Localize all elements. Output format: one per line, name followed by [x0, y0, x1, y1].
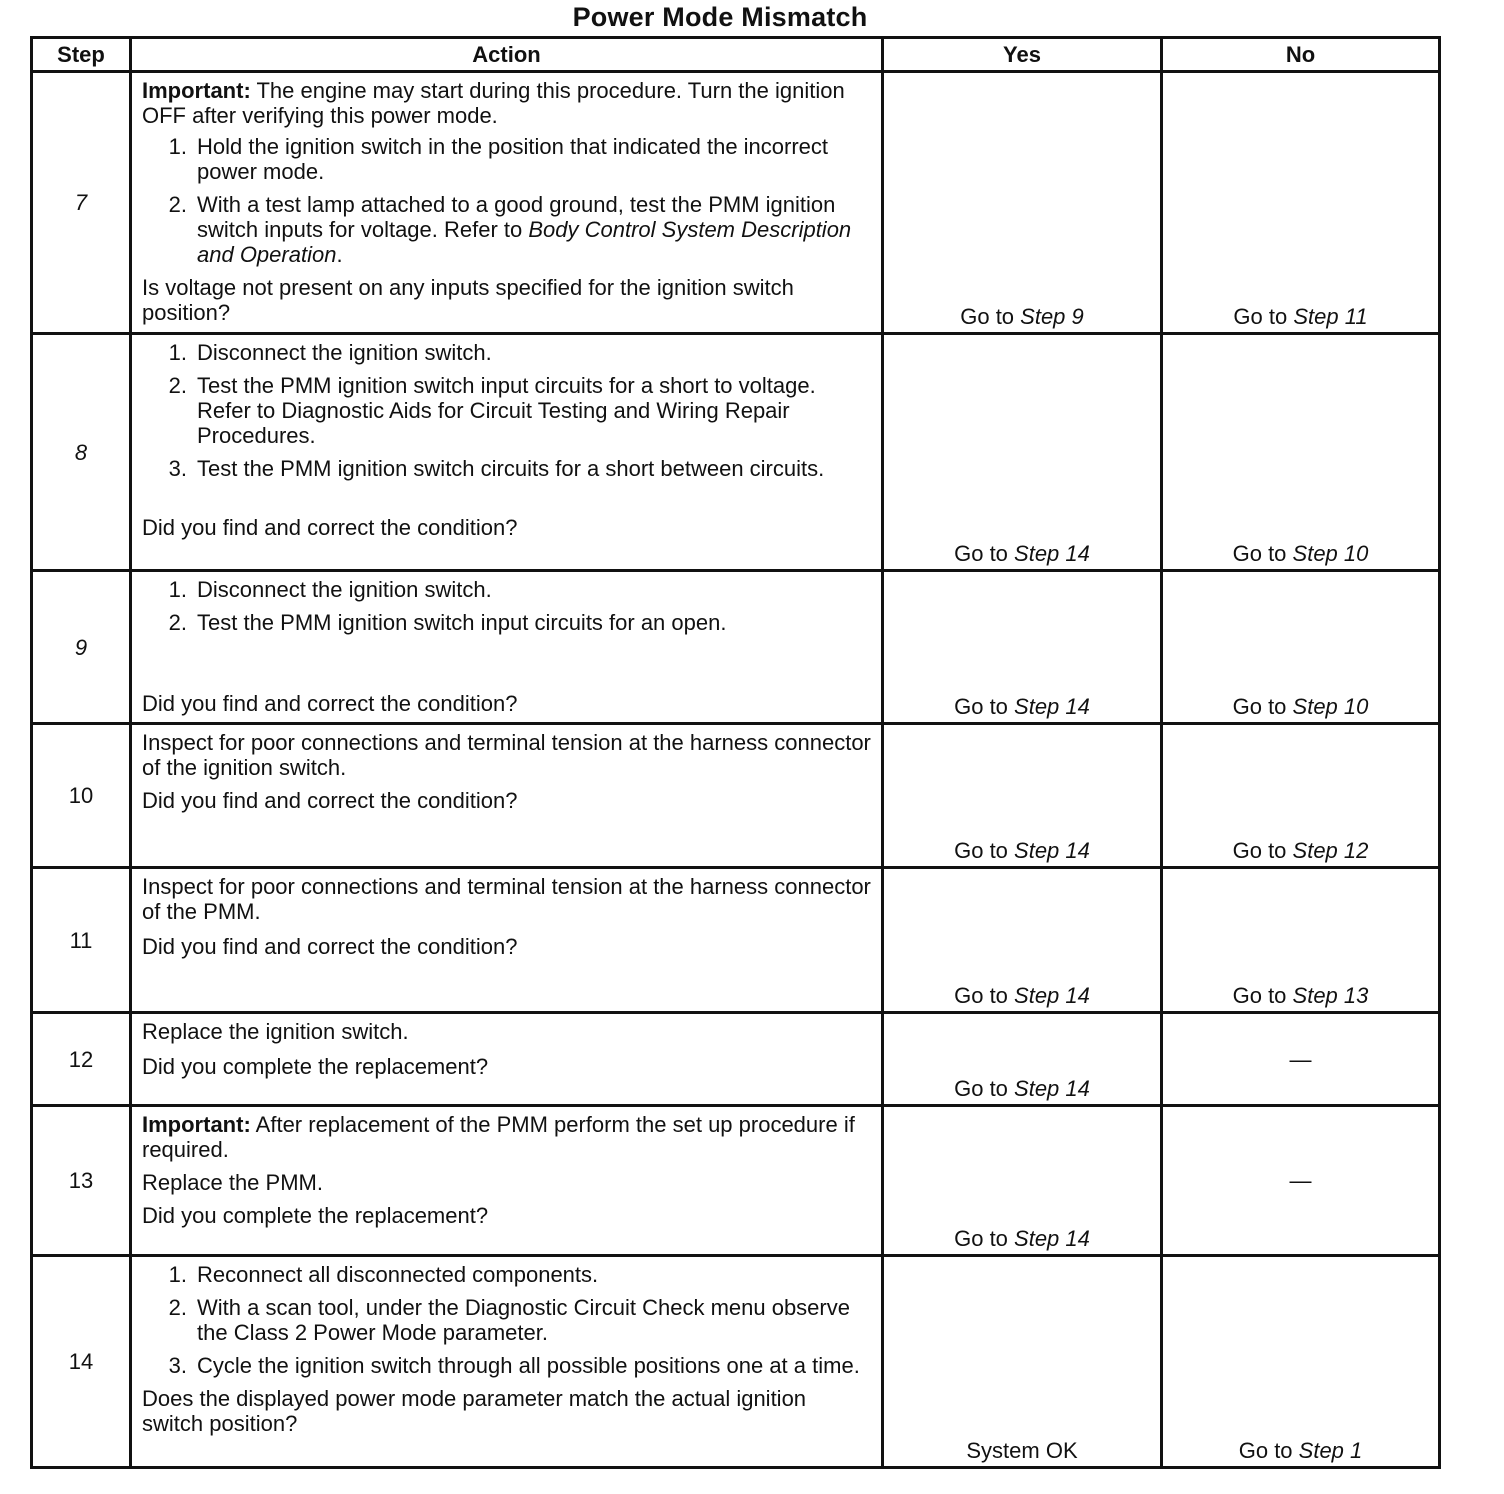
table-row: [32, 1106, 1440, 1256]
important-note: [142, 1112, 871, 1162]
question: Is voltage not present on any inputs specified for the ignition switch position?: [142, 275, 794, 325]
important-label: Important:: [142, 78, 251, 103]
question: Did you find and correct the condition?: [142, 691, 518, 716]
instruction: Inspect for poor connections and terminal tension at the harness connector of the ignition switch.: [142, 730, 871, 780]
yes-cell: Go to Step 14: [883, 1106, 1162, 1256]
important-text: After replacement of the PMM perform the set up procedure if required.: [142, 1112, 855, 1162]
step-list: [142, 1262, 871, 1378]
table-row: [32, 571, 1440, 724]
step-list: [142, 577, 871, 635]
step-number: 9: [32, 571, 131, 724]
important-note: [142, 78, 871, 128]
list-item: 1. Reconnect all disconnected components.: [168, 1262, 599, 1287]
step-number: 7: [32, 72, 131, 334]
yes-cell: Go to Step 9: [883, 72, 1162, 334]
yes-cell: Go to Step 14: [883, 334, 1162, 571]
list-item: 2. Test the PMM ignition switch input circuits for an open.: [168, 610, 727, 635]
diagnostic-table: [30, 36, 1441, 1469]
no-cell: Go to Step 12: [1162, 724, 1440, 868]
list-item: 2. Test the PMM ignition switch input circuits for a short to voltage. Refer to Diagnostic Aids for Circuit Testing and Wiring Repair Procedures.: [168, 373, 816, 448]
action-cell: [131, 868, 883, 1013]
question: Does the displayed power mode parameter match the actual ignition switch position?: [142, 1386, 807, 1436]
no-cell: Go to Step 10: [1162, 334, 1440, 571]
table-row: [32, 724, 1440, 868]
yes-cell: Go to Step 14: [883, 868, 1162, 1013]
instruction: Replace the PMM.: [142, 1170, 323, 1195]
step-list: [142, 340, 871, 481]
no-cell: Go to Step 13: [1162, 868, 1440, 1013]
action-cell: [131, 1256, 883, 1468]
step-number: 8: [32, 334, 131, 571]
no-cell: —: [1162, 1106, 1440, 1256]
list-item: 1. Disconnect the ignition switch.: [168, 577, 492, 602]
header-action: Action: [131, 38, 883, 72]
table-row: [32, 1256, 1440, 1468]
action-cell: [131, 724, 883, 868]
list-item: 3. Test the PMM ignition switch circuits for a short between circuits.: [168, 456, 825, 481]
question: Did you complete the replacement?: [142, 1054, 489, 1079]
list-item: 2. With a test lamp attached to a good ground, test the PMM ignition switch inputs for voltage. Refer to Body Control System Description and Operation.: [168, 192, 852, 267]
action-cell: [131, 1013, 883, 1106]
step-number: 14: [32, 1256, 131, 1468]
no-cell: Go to Step 11: [1162, 72, 1440, 334]
yes-cell: Go to Step 14: [883, 1013, 1162, 1106]
step-number: 10: [32, 724, 131, 868]
manual-reference: Body Control System Description and Operation: [197, 217, 852, 267]
question: Did you find and correct the condition?: [142, 788, 518, 813]
header-row: [32, 38, 1440, 72]
yes-cell: Go to Step 14: [883, 724, 1162, 868]
question: Did you find and correct the condition?: [142, 934, 518, 959]
header-yes: Yes: [883, 38, 1162, 72]
table-row: [32, 1013, 1440, 1106]
step-number: 13: [32, 1106, 131, 1256]
no-cell: Go to Step 10: [1162, 571, 1440, 724]
table-row: [32, 72, 1440, 334]
table-row: [32, 334, 1440, 571]
instruction: Inspect for poor connections and terminal tension at the harness connector of the PMM.: [142, 874, 871, 924]
step-number: 12: [32, 1013, 131, 1106]
important-text: The engine may start during this procedure. Turn the ignition OFF after verifying this power mode.: [142, 78, 845, 128]
no-cell: Go to Step 1: [1162, 1256, 1440, 1468]
action-cell: [131, 1106, 883, 1256]
step-number: 11: [32, 868, 131, 1013]
step-list: [142, 134, 871, 267]
question: Did you find and correct the condition?: [142, 515, 518, 540]
important-label: Important:: [142, 1112, 251, 1137]
list-item: 3. Cycle the ignition switch through all possible positions one at a time.: [168, 1353, 860, 1378]
yes-cell: System OK: [883, 1256, 1162, 1468]
list-item: 1. Disconnect the ignition switch.: [168, 340, 492, 365]
header-step: Step: [32, 38, 131, 72]
header-no: No: [1162, 38, 1440, 72]
action-cell: [131, 334, 883, 571]
question: Did you complete the replacement?: [142, 1203, 489, 1228]
table-row: [32, 868, 1440, 1013]
list-item: 2. With a scan tool, under the Diagnostic Circuit Check menu observe the Class 2 Power Mode parameter.: [168, 1295, 850, 1345]
yes-cell: Go to Step 14: [883, 571, 1162, 724]
instruction: Replace the ignition switch.: [142, 1019, 409, 1044]
page-title: Power Mode Mismatch: [572, 2, 868, 32]
action-cell: [131, 571, 883, 724]
no-cell: —: [1162, 1013, 1440, 1106]
action-cell: [131, 72, 883, 334]
list-item: 1. Hold the ignition switch in the position that indicated the incorrect power mode.: [168, 134, 829, 184]
